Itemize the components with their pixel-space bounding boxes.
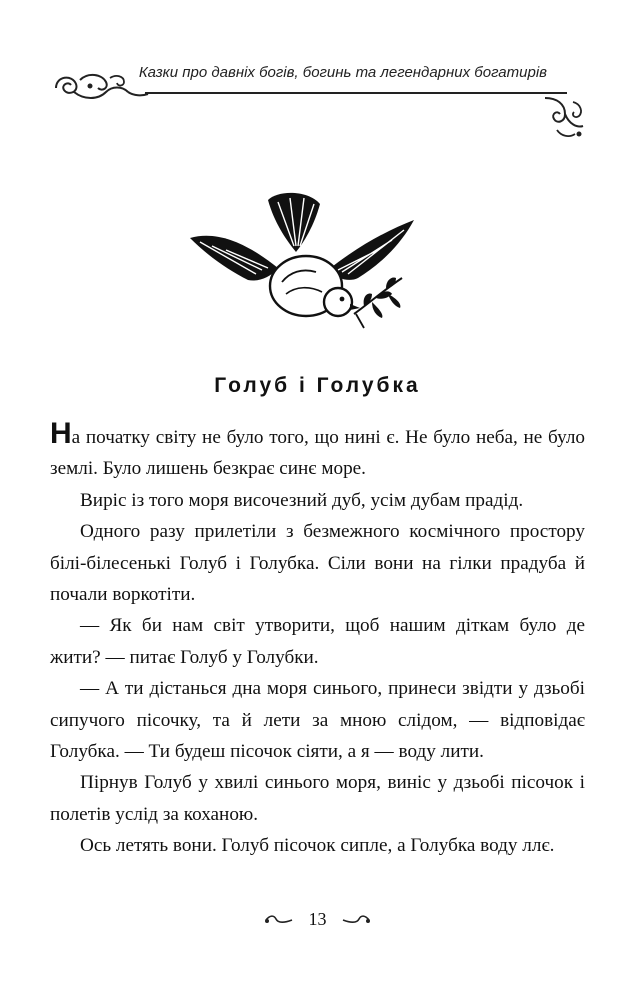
story-text [50,417,585,862]
paragraph-text: а початку світу не було того, що нині є. Не було неба, не було землі. Було лишень безкрає синє море. [50,427,585,480]
ornament-left-icon [50,70,150,106]
swash-left-icon [264,914,294,926]
paragraph: Ось летять вони. Голуб пісочок сипле, а Голубка воду ллє. [80,835,555,857]
paragraph [50,417,585,485]
running-header [50,58,585,138]
dove-illustration [178,190,418,340]
drop-cap: Н [50,417,72,450]
ornament-corner-icon [543,94,585,140]
header-rule [145,92,567,94]
paragraph: Пірнув Голуб у хвилі синього моря, виніс у дзьобі пісочок і полетів услід за коханою. [50,772,585,825]
page-number: 13 [308,909,327,930]
page-footer [0,908,635,930]
running-header-title: Казки про давніх богів, богинь та легендарних богатирів [138,64,547,81]
swash-right-icon [341,914,371,926]
paragraph: — Як би нам світ утворити, щоб нашим діткам було де жити? — питає Голуб у Голубки. [50,615,585,668]
chapter-title: Голуб і Голубка [214,374,421,397]
paragraph: Виріс із того моря височезний дуб, усім дубам прадід. [80,489,524,511]
paragraph: — А ти дістанься дна моря синього, принеси звідти у дзьобі сипучого пісочку, та й лети за мною слідом, — відповідає Голубка. — Ти будеш пісочок сіяти, а я — воду лити. [50,678,585,763]
paragraph: Одного разу прилетіли з безмежного космічного простору білі-білесенькі Голуб і Голубка. Сіли вони на гілки прадуба й почали воркотіти. [50,521,585,606]
